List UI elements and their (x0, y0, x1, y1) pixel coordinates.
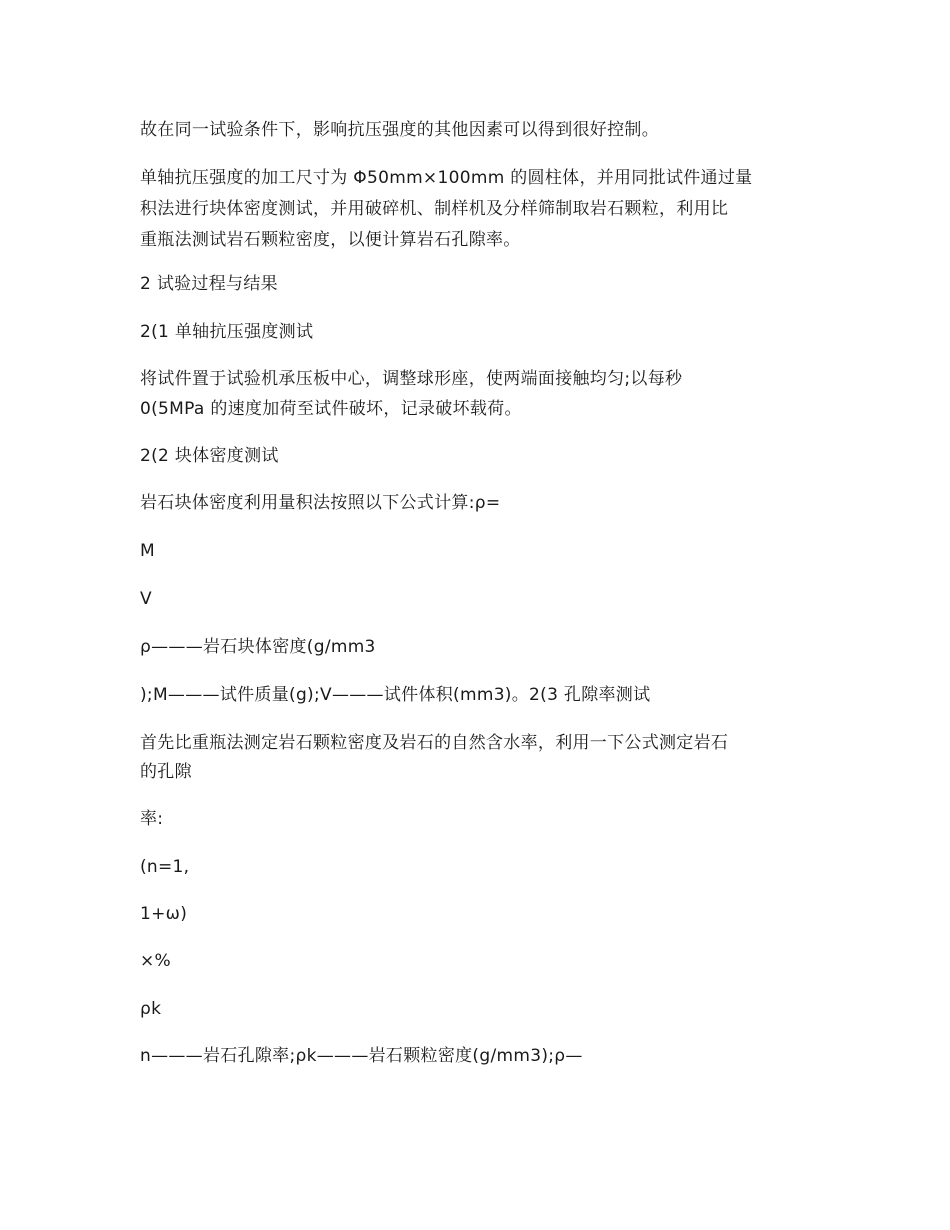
text-line: n———岩石孔隙率;ρk———岩石颗粒密度(g/mm3);ρ— (140, 1046, 583, 1066)
text-line: 积法进行块体密度测试，并用破碎机、制样机及分样筛制取岩石颗粒，利用比 (140, 199, 729, 219)
text-line: 重瓶法测试岩石颗粒密度，以便计算岩石孔隙率。 (140, 230, 521, 250)
text-line: );M———试件质量(g);V———试件体积(mm3)。2(3 孔隙率测试 (140, 685, 651, 705)
section-heading: 2 试验过程与结果 (140, 274, 278, 294)
formula-line: (n=1, (140, 857, 190, 877)
text-line: 的孔隙 (140, 762, 192, 782)
text-line: 首先比重瓶法测定岩石颗粒密度及岩石的自然含水率，利用一下公式测定岩石 (140, 733, 729, 753)
text-line: 单轴抗压强度的加工尺寸为 Φ50mm×100mm 的圆柱体，并用同批试件通过量 (140, 168, 753, 188)
formula-line: ×% (140, 951, 171, 971)
text-line: 岩石块体密度利用量积法按照以下公式计算:ρ= (140, 493, 501, 513)
text-line: 0(5MPa 的速度加荷至试件破坏，记录破坏载荷。 (140, 399, 522, 419)
text-line: 故在同一试验条件下，影响抗压强度的其他因素可以得到很好控制。 (140, 120, 659, 140)
formula-line: V (140, 589, 152, 609)
formula-line: 1+ω) (140, 904, 188, 924)
text-line: 将试件置于试验机承压板中心，调整球形座，使两端面接触均匀;以每秒 (140, 369, 683, 389)
text-line: ρ———岩石块体密度(g/mm3 (140, 637, 376, 657)
subsection-heading: 2(1 单轴抗压强度测试 (140, 322, 314, 342)
formula-line: ρk (140, 999, 162, 1019)
subsection-heading: 2(2 块体密度测试 (140, 446, 279, 466)
formula-line: 率: (140, 809, 164, 829)
formula-line: M (140, 541, 155, 561)
